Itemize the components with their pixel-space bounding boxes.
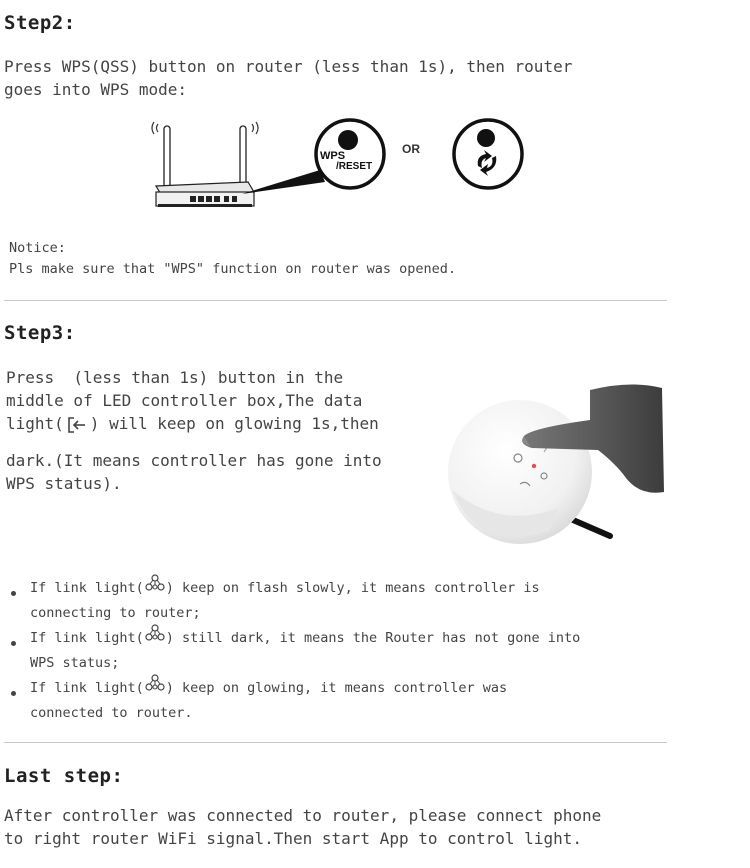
notice-text: Pls make sure that "WPS" function on router was opened. — [9, 261, 457, 277]
step2-heading: Step2: — [4, 12, 76, 34]
or-label: OR — [402, 142, 420, 156]
bullet-3-end: ) keep on glowing, it means controller was — [165, 680, 508, 696]
step2-line2: goes into WPS mode: — [4, 80, 188, 99]
bullet-1-line2: connecting to router; — [30, 605, 201, 621]
qss-button-icon — [454, 120, 522, 188]
bullet-2-end: ) still dark, it means the Router has not gone into — [165, 630, 581, 646]
wifi-signal-right-icon — [252, 122, 258, 134]
bullet-3-start: If link light( — [30, 680, 144, 696]
last-step-line1: After controller was connected to router, please connect phone — [4, 806, 602, 825]
step3-line1: Press (less than 1s) button in the — [6, 368, 344, 387]
router-antennas — [164, 126, 246, 188]
step3-line3-end: ) will keep on glowing 1s,then — [89, 414, 379, 433]
wps-label: WPS — [320, 150, 346, 162]
step3-heading: Step3: — [4, 322, 76, 344]
link-light-icon — [144, 672, 166, 694]
step3-line4: dark.(It means controller has gone into — [6, 451, 382, 470]
bullet-3-line2: connected to router. — [30, 705, 193, 721]
link-light-icon — [144, 572, 166, 594]
bullet-2-line1 — [30, 628, 580, 649]
bullet-1-line1 — [30, 578, 540, 599]
controller-press-illustration — [440, 380, 670, 560]
bullet-marker — [11, 691, 16, 696]
wifi-signal-left-icon — [152, 122, 158, 134]
bullet-marker — [11, 641, 16, 646]
step3-line3-start: light( — [6, 414, 64, 433]
bullet-1-start: If link light( — [30, 580, 144, 596]
divider-1 — [4, 300, 667, 301]
led-controller-icon — [448, 400, 592, 544]
bullet-marker — [11, 591, 16, 596]
step3-line3 — [6, 412, 379, 435]
step3-line2: middle of LED controller box,The data — [6, 391, 363, 410]
last-step-line2: to right router WiFi signal.Then start App to control light. — [4, 829, 582, 848]
notice-label: Notice: — [9, 240, 66, 256]
bullet-3-line1 — [30, 678, 507, 699]
link-light-icon — [144, 622, 166, 644]
callout-pointer — [242, 170, 325, 194]
router-body-icon — [156, 182, 254, 207]
bullet-2-line2: WPS status; — [30, 655, 120, 671]
reset-label: /RESET — [336, 161, 373, 172]
step2-line1: Press WPS(QSS) button on router (less than 1s), then router — [4, 57, 573, 76]
data-light-icon — [65, 415, 89, 435]
divider-2 — [4, 742, 667, 743]
step3-line5: WPS status). — [6, 474, 122, 493]
bullet-1-end: ) keep on flash slowly, it means controller is — [165, 580, 540, 596]
bullet-2-start: If link light( — [30, 630, 144, 646]
last-step-heading: Last step: — [4, 765, 124, 787]
